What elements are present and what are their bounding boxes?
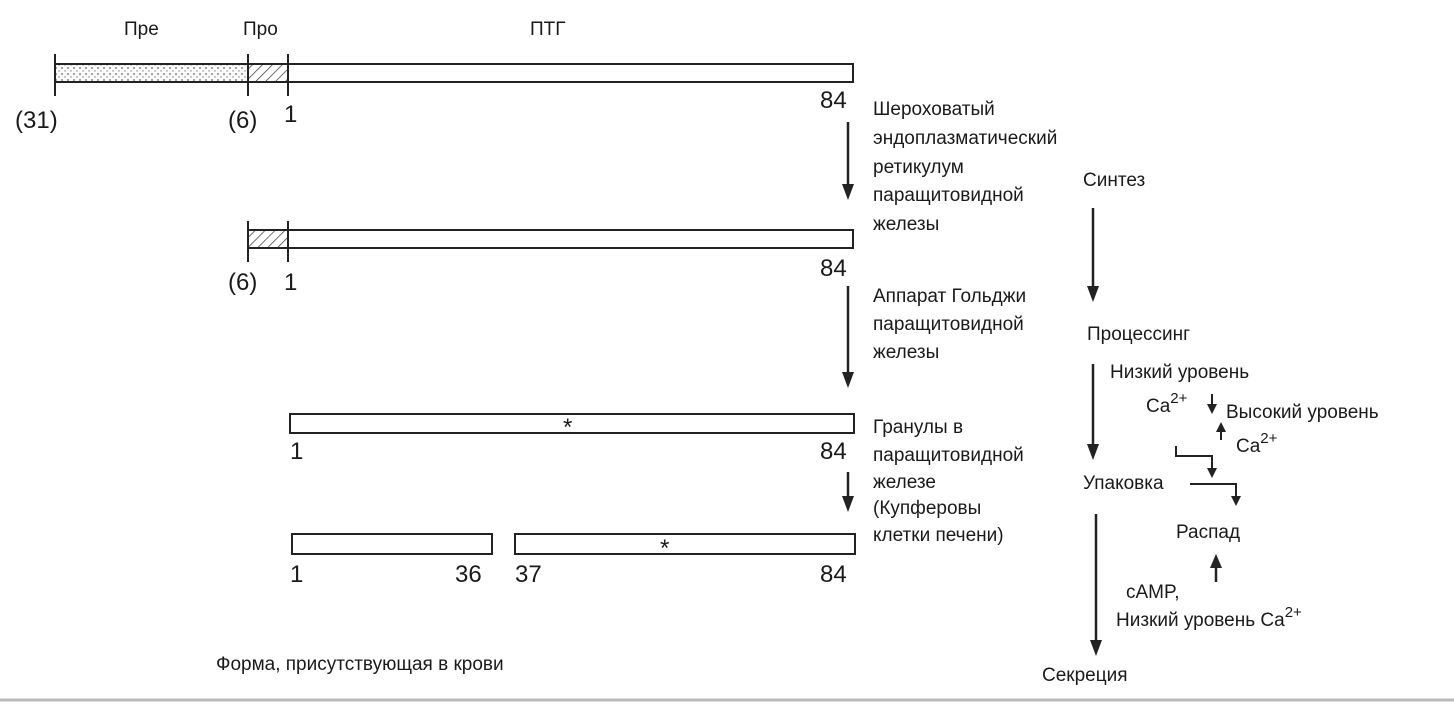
label-1: 1 [290, 438, 304, 465]
granules-line: железе [873, 472, 936, 493]
arrow-low-ca-down-head [1207, 404, 1217, 414]
branch-connector-1 [1176, 446, 1212, 470]
row-proptg [228, 221, 853, 296]
label-36: 36 [455, 561, 482, 588]
stage-processing: Процессинг [1087, 324, 1191, 345]
marker-asterisk: * [660, 535, 670, 562]
arrow-rer-head [842, 184, 854, 200]
rer-line: железы [873, 214, 940, 235]
process-flow [1042, 170, 1190, 686]
arrow-granules-head [842, 496, 854, 512]
arrow-processing-packaging-head [1087, 444, 1099, 460]
camp-label: cAMP, [1126, 582, 1180, 603]
arrow-high-ca-up-head [1216, 422, 1226, 432]
arrow-synthesis-processing-head [1087, 286, 1099, 302]
segment-label-pre: Пре [124, 19, 159, 40]
fragment-37-84 [515, 534, 855, 554]
marker-asterisk: * [563, 414, 573, 441]
stage-secretion: Секреция [1042, 665, 1128, 686]
fragment-1-36 [292, 534, 492, 554]
low-level-ca-text: Низкий уровень Ca [1116, 610, 1285, 631]
ca-label [1146, 390, 1188, 417]
stage-packaging: Упаковка [1083, 473, 1164, 494]
granules-line: паращитовидной [873, 445, 1024, 466]
segment-label-ptg: ПТГ [530, 19, 566, 40]
location-rer [873, 99, 1057, 235]
segment-label-pro: Про [243, 19, 278, 40]
label-1: 1 [284, 269, 298, 296]
pro-segment [248, 230, 288, 248]
rer-line: Шероховатый [873, 99, 995, 120]
rer-line: ретикулум [873, 157, 964, 178]
ca-superscript: 2+ [1284, 604, 1302, 621]
ca-superscript: 2+ [1260, 430, 1278, 447]
location-golgi [873, 286, 1026, 363]
branch-connector-1-head [1207, 468, 1217, 478]
rer-line: паращитовидной [873, 185, 1024, 206]
low-level-ca-label [1116, 604, 1302, 631]
low-level-label: Низкий уровень [1110, 362, 1250, 383]
row-ptg [290, 414, 854, 465]
granules-line: Гранулы в [873, 417, 964, 438]
label-84: 84 [820, 561, 847, 588]
branch-connector-2-head [1231, 496, 1241, 506]
pre-segment [55, 64, 248, 82]
ca-label-2 [1236, 430, 1278, 457]
golgi-line: железы [873, 342, 940, 363]
label-1: 1 [290, 561, 304, 588]
golgi-line: Аппарат Гольджи [873, 286, 1027, 307]
ca-text: Ca [1146, 396, 1171, 417]
arrow-packaging-secretion-head [1090, 640, 1102, 656]
label-84: 84 [820, 255, 847, 282]
ptg-segment [288, 230, 853, 248]
footer-caption: Форма, присутствующая в крови [216, 654, 504, 675]
granules-line: (Купферовы [873, 498, 982, 519]
high-level-label: Высокий уровень [1226, 402, 1379, 423]
label-6: (6) [228, 269, 258, 296]
arrow-golgi-head [842, 372, 854, 388]
label-1: 1 [284, 101, 298, 128]
arrow-degradation-up-head [1210, 554, 1222, 568]
label-6: (6) [228, 107, 258, 134]
stage-degradation: Распад [1176, 522, 1241, 543]
granules-line: клетки печени) [873, 525, 1004, 546]
row-fragments [290, 534, 855, 588]
stage-synthesis: Синтез [1083, 170, 1146, 191]
pro-segment [248, 64, 288, 82]
ca-text: Ca [1236, 436, 1261, 457]
ca-superscript: 2+ [1170, 390, 1188, 407]
label-31: (31) [15, 107, 58, 134]
regulation [1110, 362, 1379, 631]
label-37: 37 [515, 561, 542, 588]
branch-connector-2 [1190, 484, 1236, 498]
golgi-line: паращитовидной [873, 314, 1024, 335]
label-84: 84 [820, 438, 847, 465]
ptg-segment [288, 64, 853, 82]
rer-line: эндоплазматический [873, 128, 1058, 149]
row-preproptg [15, 54, 853, 134]
location-granules [873, 417, 1024, 546]
label-84: 84 [820, 87, 847, 114]
